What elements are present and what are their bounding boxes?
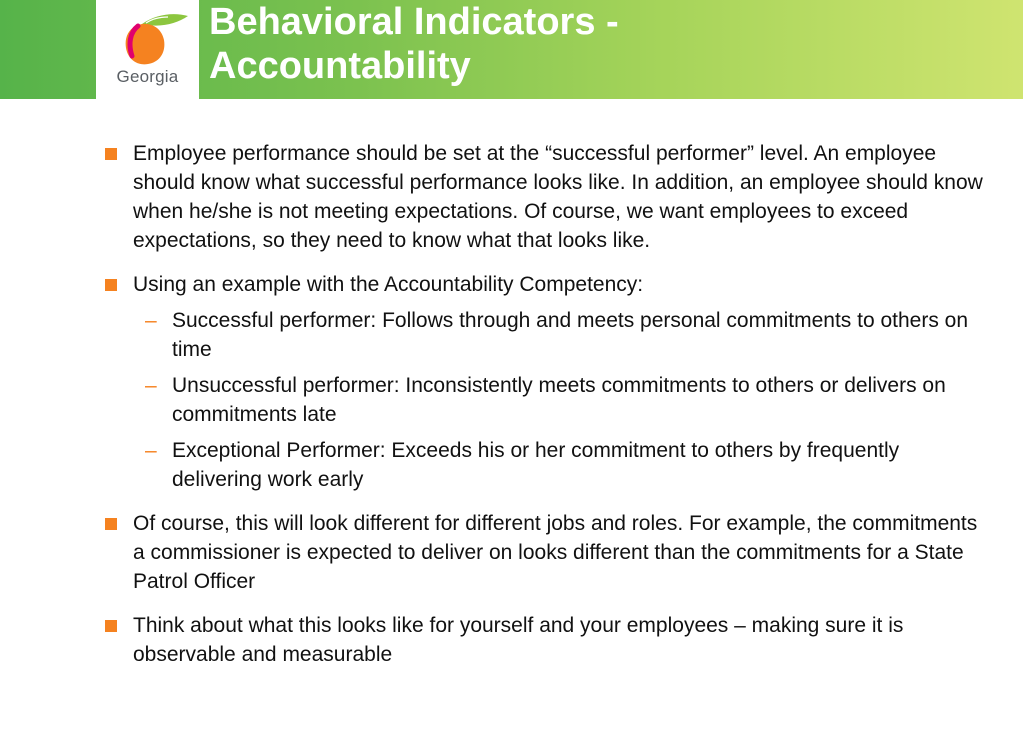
square-bullet-icon [105, 279, 117, 291]
bullet-text: Of course, this will look different for different jobs and roles. For example, the commitments a commissioner is expected to deliver on looks different than the commitments for a State Patrol Officer [133, 512, 978, 593]
sub-bullet-item [105, 306, 985, 364]
sub-bullet-list [105, 306, 985, 494]
title-line-1: Behavioral Indicators - [209, 1, 619, 43]
bullet-text: Think about what this looks like for yourself and your employees – making sure it is observable and measurable [133, 614, 904, 666]
bullet-item [105, 611, 985, 669]
peach-logo-icon [108, 10, 188, 66]
bullet-item [105, 139, 985, 255]
square-bullet-icon [105, 620, 117, 632]
square-bullet-icon [105, 518, 117, 530]
square-bullet-icon [105, 148, 117, 160]
bullet-item [105, 509, 985, 596]
sub-bullet-text: Exceptional Performer: Exceeds his or her commitment to others by frequently delivering work early [172, 439, 900, 491]
bullet-text: Employee performance should be set at the “successful performer” level. An employee should know what successful performance looks like. In addition, an employee should know when he/she is not meeting expectations. Of course, we want employees to exceed expectations, so they need to know what that looks like. [133, 142, 983, 252]
title-line-2: Accountability [209, 45, 471, 87]
sub-bullet-text: Successful performer: Follows through and meets personal commitments to others on time [172, 309, 969, 361]
georgia-logo [96, 0, 199, 99]
sub-bullet-text: Unsuccessful performer: Inconsistently meets commitments to others or delivers on commitments late [172, 374, 946, 426]
slide-body [105, 139, 985, 684]
dash-bullet-icon: – [145, 309, 157, 332]
dash-bullet-icon: – [145, 374, 157, 397]
header-banner [0, 0, 1023, 99]
bullet-item [105, 270, 985, 299]
dash-bullet-icon: – [145, 439, 157, 462]
slide-title [209, 0, 619, 88]
bullet-text: Using an example with the Accountability Competency: [133, 273, 644, 296]
sub-bullet-item [105, 436, 985, 494]
logo-text: Georgia [116, 67, 179, 86]
sub-bullet-item [105, 371, 985, 429]
